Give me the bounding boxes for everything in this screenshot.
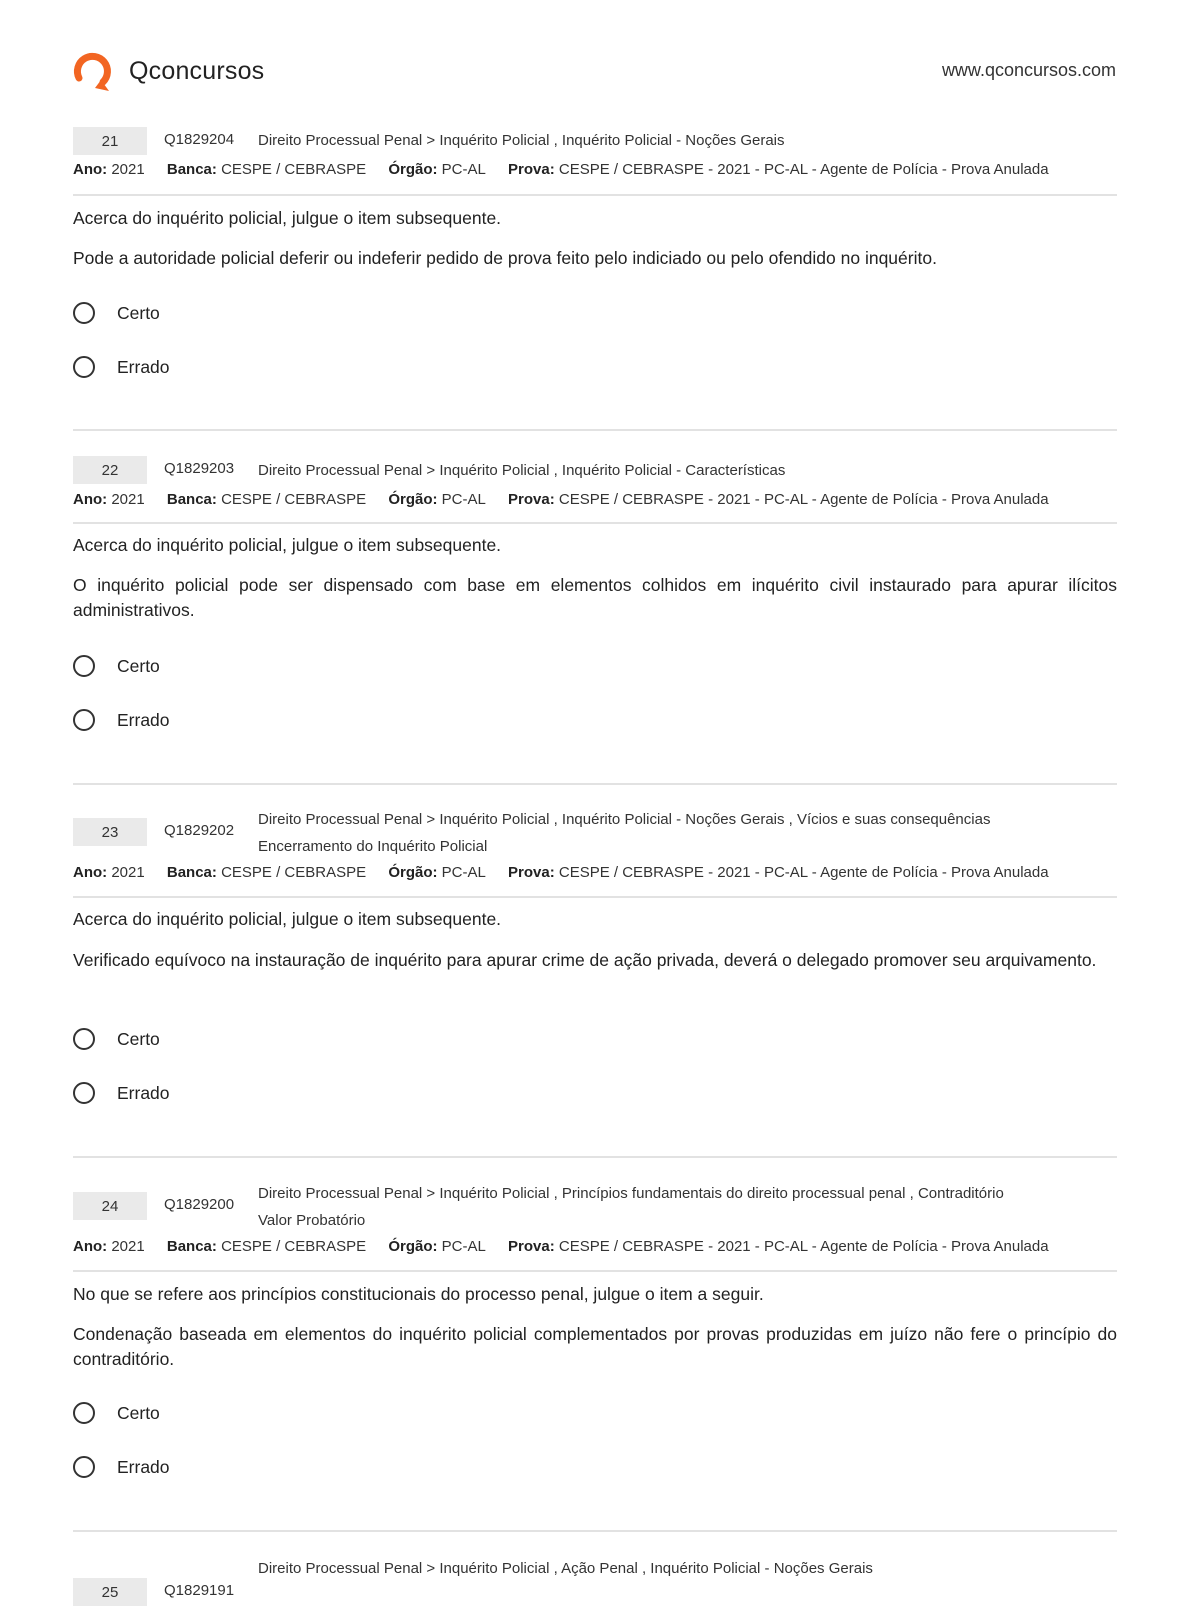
question-separator <box>73 1156 1117 1158</box>
option-errado[interactable] <box>73 709 170 731</box>
meta-ano: 2021 <box>111 1238 145 1255</box>
question-subjects <box>258 1555 1118 1582</box>
meta-divider <box>73 522 1117 524</box>
option-label: Errado <box>117 1082 170 1103</box>
meta-prova: CESPE / CEBRASPE - 2021 - PC-AL - Agente de Polícia - Prova Anulada <box>558 864 1049 881</box>
label-banca: Banca: <box>166 864 217 881</box>
option-certo[interactable] <box>73 302 160 324</box>
meta-ano: 2021 <box>111 161 145 178</box>
question-meta <box>73 161 1049 178</box>
subject-line: Direito Processual Penal > Inquérito Policial , Princípios fundamentais do direito processual penal , Contraditório <box>258 1185 1004 1202</box>
question-subjects <box>258 457 1118 484</box>
question-number: 23 <box>73 818 147 846</box>
option-label: Certo <box>117 655 160 676</box>
question-separator <box>73 1530 1117 1532</box>
question-number: 22 <box>73 456 147 484</box>
label-prova: Prova: <box>508 864 555 881</box>
meta-divider <box>73 1270 1117 1272</box>
radio-button[interactable] <box>73 1402 95 1424</box>
meta-orgao: PC-AL <box>441 1238 486 1255</box>
logo-text: Qconcursos <box>129 56 265 85</box>
label-orgao: Órgão: <box>388 864 438 881</box>
question-code[interactable]: Q1829203 <box>164 460 235 477</box>
option-label: Certo <box>117 1402 160 1423</box>
option-label: Errado <box>117 1456 170 1477</box>
meta-banca: CESPE / CEBRASPE <box>221 1238 367 1255</box>
meta-divider <box>73 896 1117 898</box>
option-errado[interactable] <box>73 356 170 378</box>
label-prova: Prova: <box>508 1238 555 1255</box>
question-code[interactable]: Q1829200 <box>164 1196 235 1213</box>
meta-orgao: PC-AL <box>441 491 486 508</box>
meta-banca: CESPE / CEBRASPE <box>221 161 367 178</box>
meta-orgao: PC-AL <box>441 864 486 881</box>
radio-button[interactable] <box>73 302 95 324</box>
question-intro: No que se refere aos princípios constitucionais do processo penal, julgue o item a seguir. <box>73 1284 764 1304</box>
question-code[interactable]: Q1829202 <box>164 822 235 839</box>
page-header <box>0 0 1190 110</box>
question-code[interactable]: Q1829204 <box>164 131 235 148</box>
label-banca: Banca: <box>166 161 217 178</box>
meta-prova: CESPE / CEBRASPE - 2021 - PC-AL - Agente de Polícia - Prova Anulada <box>558 1238 1049 1255</box>
meta-divider <box>73 194 1117 196</box>
option-errado[interactable] <box>73 1456 170 1478</box>
label-banca: Banca: <box>166 1238 217 1255</box>
radio-button[interactable] <box>73 1456 95 1478</box>
question-separator <box>73 783 1117 785</box>
option-certo[interactable] <box>73 1402 160 1424</box>
question-meta <box>73 491 1049 508</box>
question-statement: Condenação baseada em elementos do inquérito policial complementados por provas produzidas em juízo não fere o princípio do contraditório. <box>73 1324 1117 1369</box>
option-label: Certo <box>117 302 160 323</box>
option-label: Certo <box>117 1028 160 1049</box>
subject-line: Direito Processual Penal > Inquérito Policial , Inquérito Policial - Noções Gerais , Vícios e suas consequências <box>258 811 991 828</box>
label-orgao: Órgão: <box>388 161 438 178</box>
meta-prova: CESPE / CEBRASPE - 2021 - PC-AL - Agente de Polícia - Prova Anulada <box>558 161 1049 178</box>
option-label: Errado <box>117 709 170 730</box>
label-ano: Ano: <box>73 864 108 881</box>
subject-line: Valor Probatório <box>258 1212 366 1229</box>
meta-orgao: PC-AL <box>441 161 486 178</box>
question-subjects <box>258 1180 1118 1234</box>
qconcursos-logo-icon <box>71 48 117 94</box>
brand-logo[interactable] <box>71 48 264 94</box>
question-subjects <box>258 127 1118 154</box>
radio-button[interactable] <box>73 1028 95 1050</box>
subject-line: Direito Processual Penal > Inquérito Policial , Inquérito Policial - Características <box>258 462 786 479</box>
question-statement: Pode a autoridade policial deferir ou indeferir pedido de prova feito pelo indiciado ou pelo ofendido no inquérito. <box>73 248 937 268</box>
question-number: 24 <box>73 1192 147 1220</box>
question-intro: Acerca do inquérito policial, julgue o item subsequente. <box>73 535 502 555</box>
option-label: Errado <box>117 356 170 377</box>
site-url[interactable]: www.qconcursos.com <box>941 60 1116 80</box>
option-errado[interactable] <box>73 1082 170 1104</box>
question-statement: Verificado equívoco na instauração de inquérito para apurar crime de ação privada, deverá o delegado promover seu arquivamento. <box>73 950 1097 970</box>
label-banca: Banca: <box>166 491 217 508</box>
meta-banca: CESPE / CEBRASPE <box>221 864 367 881</box>
question-number: 25 <box>73 1578 147 1606</box>
label-prova: Prova: <box>508 161 555 178</box>
meta-ano: 2021 <box>111 491 145 508</box>
subject-line: Encerramento do Inquérito Policial <box>258 838 488 855</box>
option-certo[interactable] <box>73 655 160 677</box>
question-separator <box>73 429 1117 431</box>
label-prova: Prova: <box>508 491 555 508</box>
question-intro: Acerca do inquérito policial, julgue o item subsequente. <box>73 208 502 228</box>
label-ano: Ano: <box>73 1238 108 1255</box>
radio-button[interactable] <box>73 655 95 677</box>
meta-prova: CESPE / CEBRASPE - 2021 - PC-AL - Agente de Polícia - Prova Anulada <box>558 491 1049 508</box>
meta-ano: 2021 <box>111 864 145 881</box>
radio-button[interactable] <box>73 1082 95 1104</box>
question-statement: O inquérito policial pode ser dispensado com base em elementos colhidos em inquérito civil instaurado para apurar ilícitos administrativos. <box>73 575 1117 620</box>
question-number: 21 <box>73 127 147 155</box>
subject-line: Direito Processual Penal > Inquérito Policial , Inquérito Policial - Noções Gerais <box>258 132 785 149</box>
question-meta <box>73 1238 1049 1255</box>
question-meta <box>73 864 1049 881</box>
meta-banca: CESPE / CEBRASPE <box>221 491 367 508</box>
label-ano: Ano: <box>73 161 108 178</box>
question-intro: Acerca do inquérito policial, julgue o item subsequente. <box>73 909 502 929</box>
label-ano: Ano: <box>73 491 108 508</box>
question-code[interactable]: Q1829191 <box>164 1582 235 1599</box>
label-orgao: Órgão: <box>388 491 438 508</box>
label-orgao: Órgão: <box>388 1238 438 1255</box>
subject-line: Direito Processual Penal > Inquérito Policial , Ação Penal , Inquérito Policial - Noções Gerais <box>258 1560 873 1577</box>
radio-button[interactable] <box>73 356 95 378</box>
radio-button[interactable] <box>73 709 95 731</box>
option-certo[interactable] <box>73 1028 160 1050</box>
question-subjects <box>258 806 1118 860</box>
